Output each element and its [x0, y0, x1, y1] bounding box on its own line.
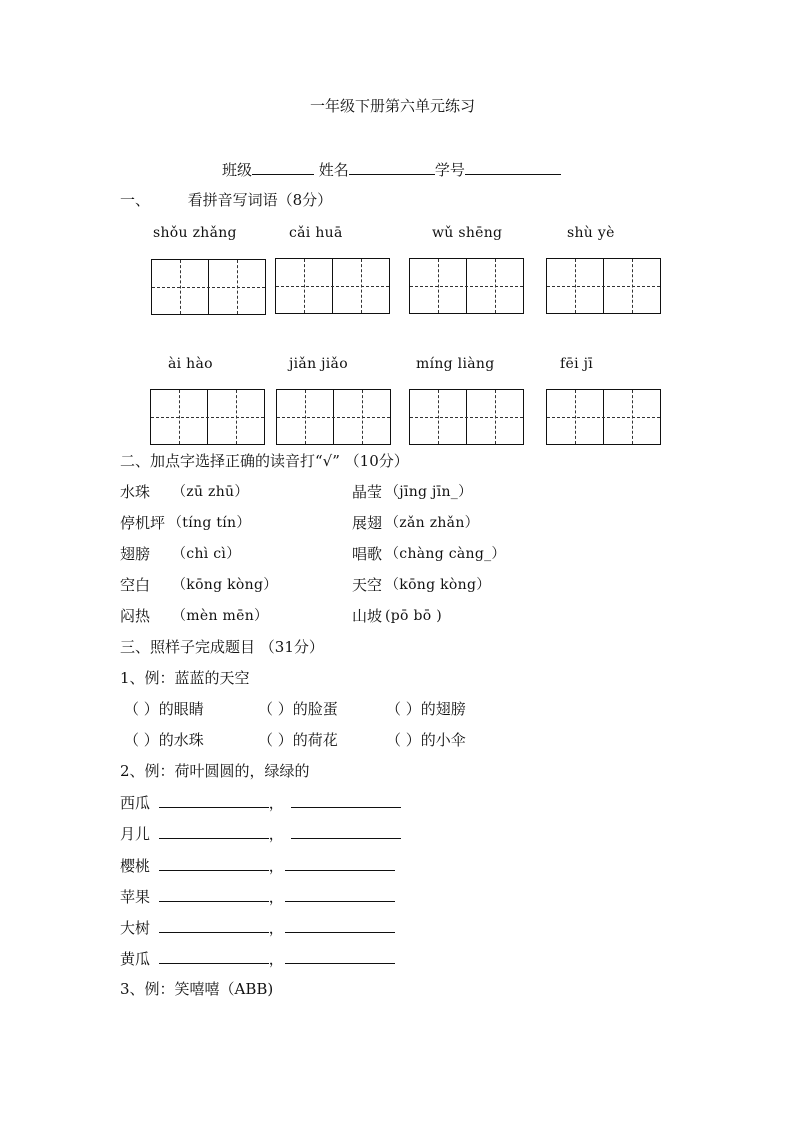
comma: ， [268, 794, 284, 812]
pinyin-6: jiǎn jiǎo [289, 356, 348, 372]
writing-box[interactable] [546, 389, 661, 445]
fill-blank[interactable]: （ ）的翅膀 [386, 700, 466, 718]
writing-box[interactable] [546, 258, 661, 314]
comma: ， [268, 919, 284, 937]
fill-blank[interactable]: （ ）的小伞 [386, 731, 466, 749]
answer-line[interactable] [285, 887, 395, 902]
answer-line[interactable] [291, 824, 401, 839]
pinyin-choice[interactable]: （kōng kòng） [385, 577, 491, 593]
pinyin-5: ài hào [168, 356, 213, 372]
pinyin-3: wǔ shēng [432, 225, 503, 241]
info-line [222, 160, 561, 179]
pinyin-1: shǒu zhǎng [153, 225, 237, 241]
pinyin-choice[interactable]: （zǎn zhǎn） [385, 515, 479, 531]
answer-line[interactable] [159, 887, 269, 902]
fill-blank[interactable]: （ ）的眼睛 [124, 700, 204, 718]
exercise3-example: 3、例：笑嘻嘻（ABB) [120, 980, 274, 998]
section1-number: 一、 [120, 191, 151, 209]
item-label: 樱桃 [120, 857, 151, 875]
fill-blank[interactable]: （ ）的水珠 [124, 731, 204, 749]
section3-heading: 三、照样子完成题目 （31分） [120, 638, 324, 656]
comma: ， [268, 857, 284, 875]
exercise2-row [120, 887, 395, 906]
exercise2-example: 2、例：荷叶圆圆的，绿绿的 [120, 762, 310, 780]
answer-line[interactable] [285, 949, 395, 964]
exercise1-example: 1、例：蓝蓝的天空 [120, 669, 250, 687]
exercise2-row [120, 949, 395, 968]
writing-box[interactable] [276, 389, 391, 445]
exercise2-row [120, 824, 401, 843]
item-label: 苹果 [120, 888, 151, 906]
word-label: 展翅 [352, 514, 383, 532]
pinyin-2: cǎi huā [289, 225, 343, 241]
comma: ， [268, 888, 284, 906]
exercise2-row [120, 918, 395, 937]
answer-line[interactable] [159, 949, 269, 964]
name-label: 姓名 [318, 161, 349, 179]
pinyin-choice[interactable]: （chì cì） [172, 546, 241, 562]
item-label: 黄瓜 [120, 950, 151, 968]
comma: ， [268, 825, 284, 843]
word-label: 山坡 [352, 607, 383, 625]
comma: ， [268, 950, 284, 968]
pinyin-choice[interactable]: （jīng jīn_） [385, 484, 473, 500]
pinyin-7: míng liàng [416, 356, 495, 372]
word-label: 晶莹 [352, 483, 383, 501]
pinyin-choice[interactable]: (pō bō ) [385, 608, 443, 624]
word-label: 天空 [352, 576, 383, 594]
answer-line[interactable] [285, 856, 395, 871]
fill-blank[interactable]: （ ）的脸蛋 [258, 700, 338, 718]
item-label: 大树 [120, 919, 151, 937]
word-label: 水珠 [120, 483, 151, 501]
exercise2-row [120, 793, 401, 812]
answer-line[interactable] [159, 856, 269, 871]
writing-box[interactable] [409, 389, 524, 445]
pinyin-choice[interactable]: （tíng tín） [168, 515, 251, 531]
word-label: 空白 [120, 576, 151, 594]
section2-heading: 二、加点字选择正确的读音打“√” （10分） [120, 452, 409, 470]
answer-line[interactable] [159, 824, 269, 839]
pinyin-4: shù yè [567, 225, 615, 241]
writing-box[interactable] [151, 259, 266, 315]
pinyin-choice[interactable]: （chàng càng_） [385, 546, 506, 562]
word-label: 停机坪 [120, 514, 166, 532]
id-label: 学号 [434, 161, 465, 179]
pinyin-choice[interactable]: （kōng kòng） [172, 577, 278, 593]
item-label: 月儿 [120, 825, 151, 843]
pinyin-choice[interactable]: （zū zhū） [172, 484, 249, 500]
pinyin-choice[interactable]: （mèn mēn） [172, 608, 269, 624]
item-label: 西瓜 [120, 794, 151, 812]
word-label: 唱歌 [352, 545, 383, 563]
id-field[interactable] [465, 160, 561, 175]
name-field[interactable] [349, 160, 435, 175]
section1-title: 看拼音写词语（8分） [187, 191, 333, 209]
class-label: 班级 [222, 161, 253, 179]
writing-box[interactable] [275, 258, 390, 314]
writing-box[interactable] [409, 258, 524, 314]
answer-line[interactable] [159, 918, 269, 933]
answer-line[interactable] [291, 793, 401, 808]
answer-line[interactable] [159, 793, 269, 808]
word-label: 闷热 [120, 607, 151, 625]
writing-box[interactable] [150, 389, 265, 445]
word-label: 翅膀 [120, 545, 151, 563]
exercise2-row [120, 856, 395, 875]
pinyin-8: fēi jī [560, 356, 594, 372]
section1-heading [120, 191, 332, 209]
class-field[interactable] [252, 160, 314, 175]
fill-blank[interactable]: （ ）的荷花 [258, 731, 338, 749]
page-title: 一年级下册第六单元练习 [310, 97, 476, 115]
answer-line[interactable] [285, 918, 395, 933]
